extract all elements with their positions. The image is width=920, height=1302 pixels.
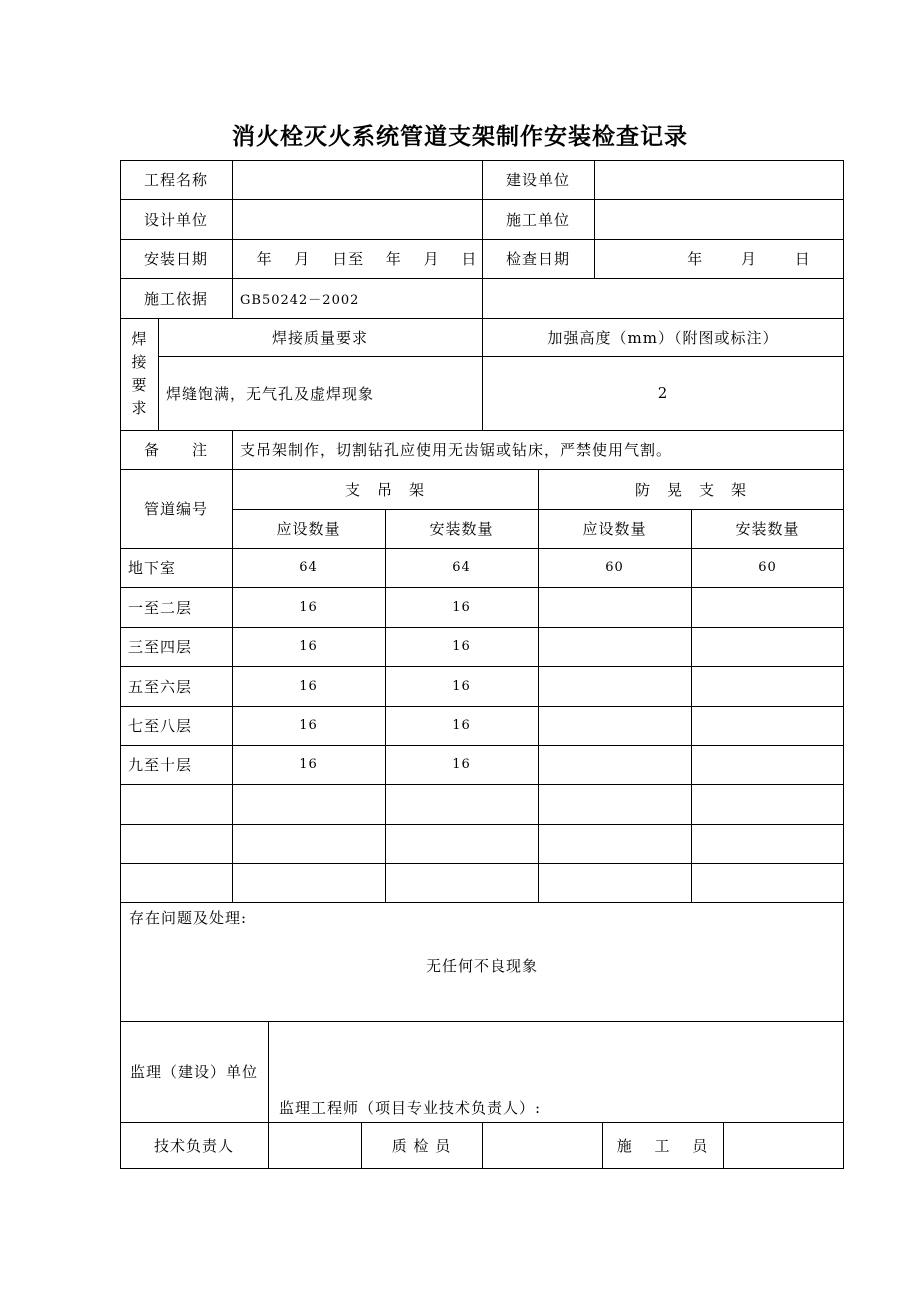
tech-lead-signature[interactable] [268,1122,361,1169]
basis-label: 施工依据 [143,289,208,308]
pipe-row-name: 一至二层 [128,598,193,617]
weld-height-header: 加强高度（mm）（附图或标注） [547,328,779,347]
weld-height-value: 2 [657,384,669,402]
supervisor-label: 监理工程师（项目专业技术负责人）: [279,1099,542,1117]
basis-value: GB50242－2002 [240,292,360,308]
pipe-row-name [120,863,232,902]
pipe-row-value: 60 [758,560,777,575]
pipe-row-name: 地下室 [128,559,177,577]
hanger-group-header: 支 吊 架 [344,480,425,499]
project-name-value[interactable] [232,160,482,199]
pipe-row-value: 16 [299,639,318,654]
quality-inspector-signature[interactable] [482,1122,602,1169]
pipe-row-value: 16 [452,718,471,733]
install-date-label: 安装日期 [143,250,208,268]
pipe-row-name: 七至八层 [128,717,193,735]
pipe-row-value [691,666,844,706]
install-date-value[interactable]: 年 月 日至 年 月 日 [256,250,478,268]
pipe-row-value [385,784,538,824]
pipe-row-value [691,706,844,745]
worker-signature[interactable] [723,1122,844,1169]
pipe-row-value [691,587,844,627]
remark-label: 备 注 [143,441,208,459]
pipe-row-value [691,627,844,666]
build-unit-value[interactable] [594,160,844,199]
pipe-row-name: 三至四层 [128,638,193,656]
weld-quality-header: 焊接质量要求 [271,328,368,347]
pipe-row-value [691,745,844,784]
pipe-row-value [691,863,844,902]
sway-brace-group-header: 防 晃 支 架 [634,480,747,499]
pipe-row-value [538,745,691,784]
weld-quality-value: 焊缝饱满，无气孔及虚焊现象 [166,384,375,403]
pipe-row-name: 五至六层 [128,677,193,696]
pipe-row-value: 16 [452,639,471,654]
construct-unit-label: 施工单位 [505,210,570,229]
pipe-no-header: 管道编号 [143,500,208,518]
construct-unit-value[interactable] [594,199,844,239]
pipe-row-value: 64 [452,560,471,575]
pipe-row-value [385,863,538,902]
design-unit-label: 设计单位 [143,210,208,229]
inspect-date-value[interactable]: 年 月 日 [687,250,811,268]
pipe-row-value: 60 [605,560,624,575]
quality-inspector-label: 质 检 员 [391,1137,452,1155]
pipe-row-value: 16 [299,678,318,694]
pipe-row-value [538,824,691,863]
pipe-row-value: 16 [299,718,318,733]
pipe-row-value: 64 [299,560,318,575]
pipe-row-name [120,784,232,824]
pipe-row-value [538,587,691,627]
pipe-row-value: 16 [452,678,471,694]
issues-value: 无任何不良现象 [425,956,538,975]
pipe-row-value [538,706,691,745]
sub-header: 应设数量 [582,520,647,538]
pipe-row-value [232,863,385,902]
sub-header: 安装数量 [735,520,800,538]
pipe-row-value [232,784,385,824]
pipe-row-value [691,824,844,863]
worker-label: 施 工 员 [616,1137,709,1155]
pipe-row-name [120,824,232,863]
pipe-row-value [538,863,691,902]
supervision-label: 监理（建设）单位 [129,1063,258,1081]
pipe-row-value: 16 [452,599,471,615]
pipe-row-value [538,666,691,706]
project-name-label: 工程名称 [143,171,208,189]
issues-label: 存在问题及处理: [129,909,248,927]
pipe-row-value [691,784,844,824]
pipe-row-value [538,784,691,824]
page-title: 消火栓灭火系统管道支架制作安装检查记录 [232,124,688,150]
build-unit-label: 建设单位 [505,171,570,189]
pipe-row-name: 九至十层 [128,756,193,774]
pipe-row-value: 16 [299,599,318,615]
pipe-row-value [538,627,691,666]
remark-value: 支吊架制作，切割钻孔应使用无齿锯或钻床，严禁使用气割。 [240,441,673,459]
weld-side-label: 焊 接 要 求 [131,330,147,417]
sub-header: 安装数量 [429,520,494,538]
pipe-row-value: 16 [452,757,471,772]
pipe-row-value: 16 [299,757,318,772]
design-unit-value[interactable] [232,199,482,239]
sub-header: 应设数量 [276,520,341,538]
inspect-date-label: 检查日期 [505,250,570,268]
pipe-row-value [232,824,385,863]
pipe-row-value [385,824,538,863]
tech-lead-label: 技术负责人 [153,1137,234,1155]
